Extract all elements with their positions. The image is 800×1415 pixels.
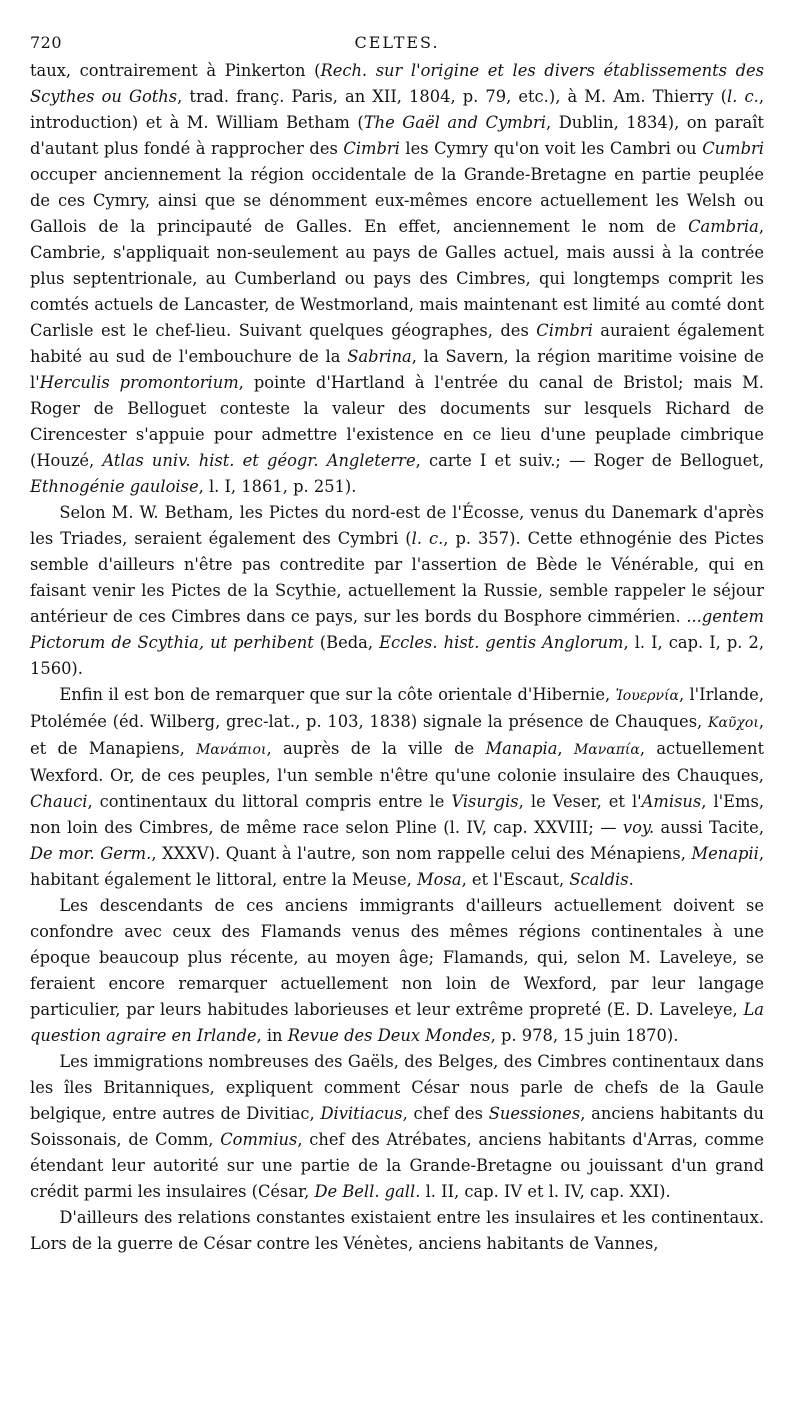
italic-text: La question agraire en Irlande — [30, 1000, 764, 1045]
italic-text: voy. — [622, 818, 655, 837]
italic-text: The Gaël and Cymbri — [363, 113, 546, 132]
greek-term: Μανάπιοι — [196, 742, 267, 758]
italic-text: De Bell. gall. — [314, 1182, 421, 1201]
italic-text: Cimbri — [536, 321, 593, 340]
text-run: , Dublin, 1834), on paraît d'autant plus fondé à rapprocher des — [30, 113, 764, 158]
text-run: (Beda, — [313, 633, 380, 652]
body-text — [30, 58, 764, 1257]
text-run: auraient également habité au sud de l'embouchure de la — [30, 321, 764, 366]
text-run: , habitant également le littoral, entre la Meuse, — [30, 844, 764, 889]
text-run: , la Savern, la région maritime voisine de l' — [30, 347, 764, 392]
italic-text: Divitiacus — [320, 1104, 403, 1123]
text-run: , trad. franç. Paris, an XII, 1804, p. 79, etc.), à M. Am. Thierry ( — [177, 87, 728, 106]
text-run: , chef des — [402, 1104, 489, 1123]
italic-text: De mor. Germ. — [30, 844, 152, 863]
paragraph — [30, 682, 764, 893]
italic-text: l. c. — [727, 87, 759, 106]
text-run: , actuellement Wexford. Or, de ces peuples, l'un semble n'être qu'une colonie insulaire des Chauques, — [30, 739, 764, 785]
paragraph — [30, 893, 764, 1049]
text-run: , le Veser, et l' — [518, 792, 642, 811]
text-run: Les immigrations nombreuses des Gaëls, des Belges, des Cimbres continentaux dans les îles Britanniques, expliquent comment César nous parle de chefs de la Gaule belgique, entre autres de Divitiac, — [30, 1052, 764, 1123]
text-run: , introduction) et à M. William Betham ( — [30, 87, 764, 132]
running-title: CELTES. — [354, 33, 440, 52]
paragraph — [30, 1205, 764, 1257]
italic-text: Cimbri — [343, 139, 400, 158]
greek-term: Ἰουερνία — [615, 688, 679, 704]
paragraph — [30, 500, 764, 682]
text-run: , chef des Atrébates, anciens habitants d'Arras, comme étendant leur autorité sur une partie de la Grande-Bretagne ou jouissant d'un grand crédit parmi les insulaires (César, — [30, 1130, 764, 1201]
greek-term: Καῦχοι — [707, 715, 759, 731]
text-run: , l'Ems, non loin des Cimbres, de même race selon Pline (l. IV, cap. XXVIII; — — [30, 792, 765, 837]
italic-text: Chauci — [30, 792, 88, 811]
italic-text: Amisus — [641, 792, 702, 811]
text-run: , anciens habitants du Soissonais, de Comm, — [30, 1104, 764, 1149]
paragraph — [30, 58, 764, 500]
text-run: , — [557, 739, 574, 758]
text-run: , p. 978, 15 juin 1870). — [490, 1026, 679, 1045]
page-number: 720 — [30, 33, 63, 52]
italic-text: Commius — [220, 1130, 298, 1149]
text-run: , et l'Escaut, — [461, 870, 570, 889]
text-run: , auprès de la ville de — [266, 739, 486, 758]
text-run: occuper anciennement la région occidentale de la Grande-Bretagne en partie peuplée de ces Cymry, ainsi que se dénomment eux-mêmes encore actuellement les Welsh ou Gallois de la principauté de Galles. En effet, anciennement le nom de — [30, 165, 764, 236]
text-run: , l'Irlande, Ptolémée (éd. Wilberg, grec-lat., p. 103, 1838) signale la présence de Chauques, — [30, 685, 764, 731]
text-run: , carte I et suiv.; — Roger de Belloguet, — [415, 451, 764, 470]
text-run: , l. I, 1861, p. 251). — [198, 477, 357, 496]
text-run: Les descendants de ces anciens immigrants d'ailleurs actuellement doivent se confondre avec ceux des Flamands venus des mêmes régions continentales à une époque beaucoup plus récente, au moyen âge; Flamands, qui, selon M. Laveleye, se feraient encore remarquer actuellement non loin de Wexford, par leur langage particulier, par leurs habitudes laborieuses et leur extrême propreté (E. D. Laveleye, — [30, 896, 764, 1019]
italic-text: Rech. sur l'origine et les divers établissements des Scythes ou Goths — [30, 61, 764, 106]
italic-text: Sabrina — [347, 347, 412, 366]
italic-text: Revue des Deux Mondes — [287, 1026, 491, 1045]
italic-text: Suessiones — [488, 1104, 581, 1123]
italic-text: l. c. — [411, 529, 444, 548]
greek-term: Μαναπία — [573, 742, 640, 758]
text-run: D'ailleurs des relations constantes existaient entre les insulaires et les continentaux. Lors de la guerre de César contre les Vénètes, anciens habitants de Vannes, — [30, 1208, 764, 1253]
italic-text: Visurgis — [451, 792, 519, 811]
italic-text: Manapia — [485, 739, 558, 758]
italic-text: Cumbri — [702, 139, 764, 158]
text-run: les Cymry qu'on voit les Cambri ou — [399, 139, 703, 158]
text-run: , Cambrie, s'appliquait non-seulement au pays de Galles actuel, mais aussi à la contrée plus septentrionale, au Cumberland ou pays des Cimbres, qui longtemps comprit les comtés actuels de Lancaster, de Westmorland, mais maintenant est limité au comté dont Carlisle est le chef-lieu. Suivant quelques géographes, des — [30, 217, 764, 340]
italic-text: Ethnogénie gauloise — [30, 477, 199, 496]
text-run: , XXXV). Quant à l'autre, son nom rappelle celui des Ménapiens, — [151, 844, 692, 863]
italic-text: Eccles. hist. gentis Anglorum — [379, 633, 624, 652]
text-run: aussi Tacite, — [654, 818, 764, 837]
text-run: l. II, cap. IV et l. IV, cap. XXI). — [420, 1182, 671, 1201]
text-run: , l. I, cap. I, p. 2, 1560). — [30, 633, 764, 678]
text-run: Selon M. W. Betham, les Pictes du nord-est de l'Écosse, venus du Danemark d'après les Triades, seraient également des Cymbri ( — [30, 503, 764, 548]
text-run: Enfin il est bon de remarquer que sur la côte orientale d'Hibernie, — [59, 685, 616, 704]
italic-text: Mosa — [417, 870, 462, 889]
italic-text: ...gentem Pictorum de Scythia, ut perhibent — [30, 607, 764, 652]
paragraph — [30, 1049, 764, 1205]
text-run: taux, contrairement à Pinkerton ( — [30, 61, 321, 80]
italic-text: Menapii — [691, 844, 759, 863]
italic-text: Atlas univ. hist. et géogr. Angleterre — [102, 451, 416, 470]
text-run: , in — [256, 1026, 288, 1045]
text-run: . — [628, 870, 634, 889]
text-run: , continentaux du littoral compris entre le — [87, 792, 452, 811]
text-run: , pointe d'Hartland à l'entrée du canal de Bristol; mais M. Roger de Belloguet conteste la valeur des documents sur lesquels Richard de Cirencester s'appuie pour admettre l'existence en ce lieu d'une peuplade cimbrique (Houzé, — [30, 373, 764, 470]
italic-text: Cambria — [688, 217, 759, 236]
italic-text: Scaldis — [569, 870, 629, 889]
running-head — [30, 28, 764, 58]
text-run: , et de Manapiens, — [30, 712, 764, 758]
text-run: , p. 357). Cette ethnogénie des Pictes semble d'ailleurs n'être pas contredite par l'assertion de Bède le Vénérable, qui en faisant venir les Pictes de la Scythie, actuellement la Russie, semble rappeler le séjour antérieur de ces Cimbres dans ce pays, sur les bords du Bosphore cimmérien. — [30, 529, 764, 626]
italic-text: Herculis promontorium — [39, 373, 239, 392]
